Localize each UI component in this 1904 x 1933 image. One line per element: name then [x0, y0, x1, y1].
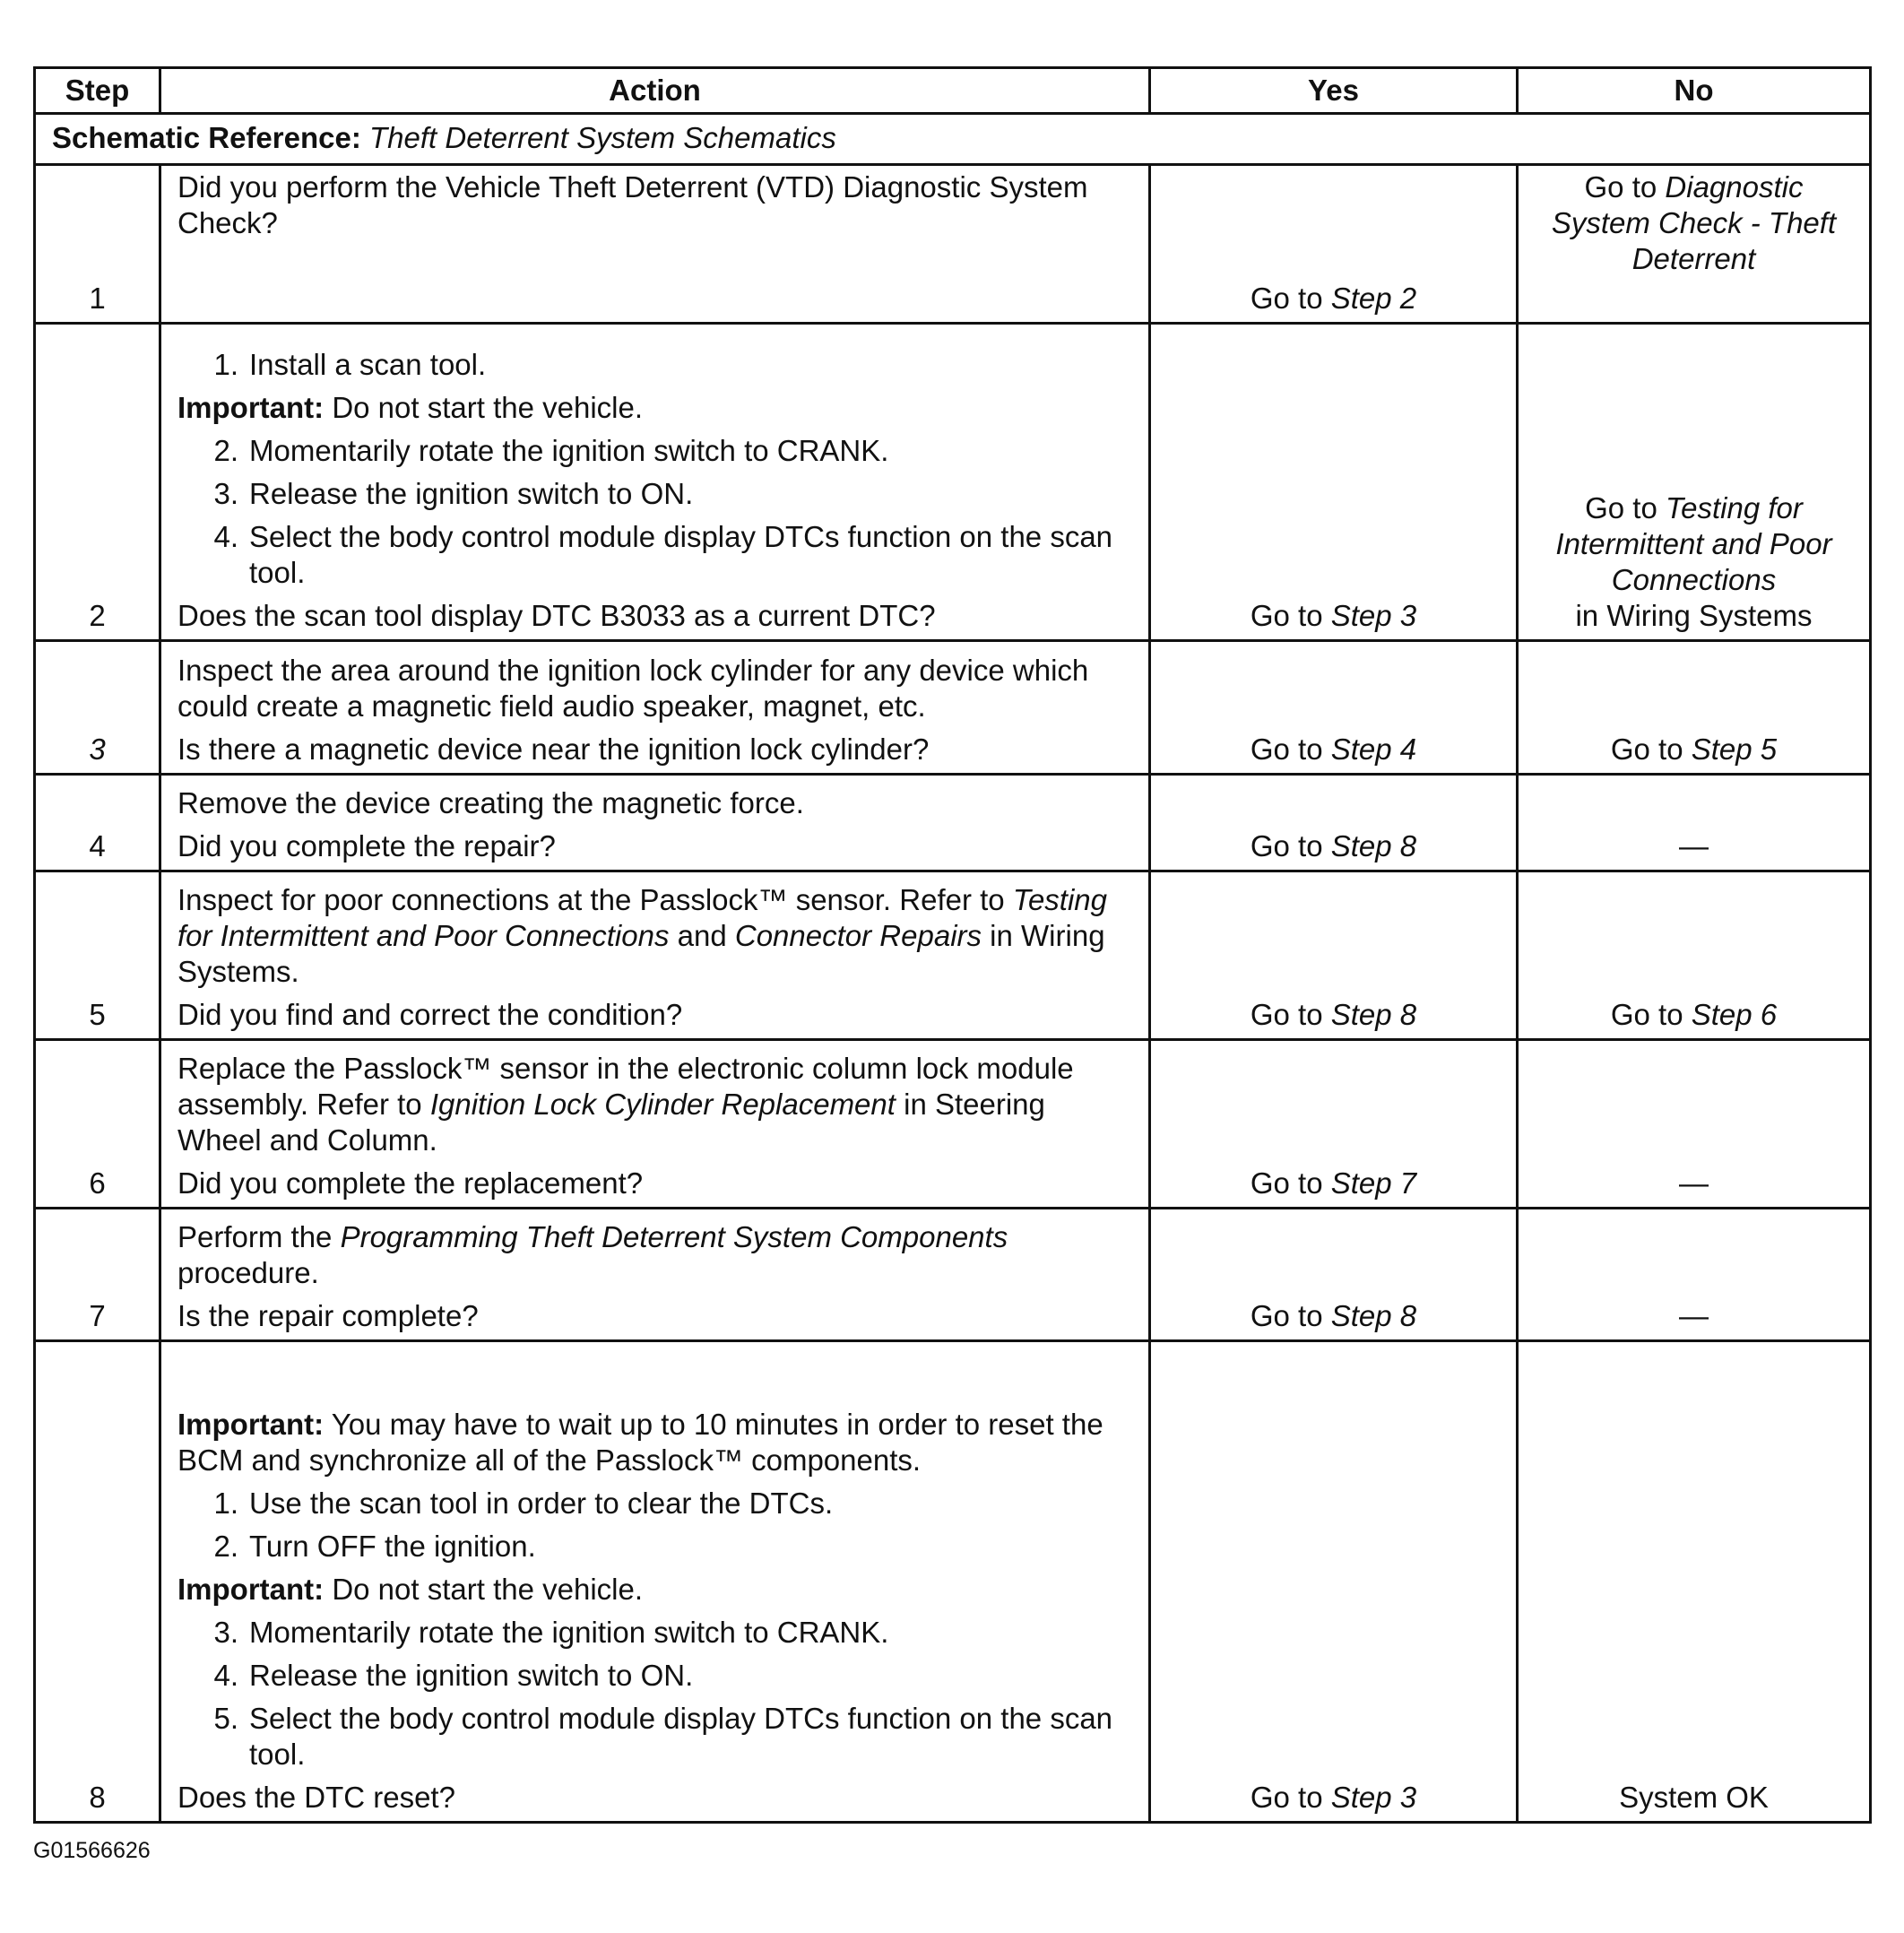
- yes-cell: Go to Step 8: [1150, 775, 1518, 871]
- action-cell: Replace the Passlock™ sensor in the electronic column lock module assembly. Refer to Ignition Lock Cylinder Replacement in Steering Wheel and Column. Did you complete the replacement?: [160, 1040, 1150, 1209]
- table-row: [35, 165, 1871, 324]
- list-item: 4. Release the ignition switch to ON.: [213, 1659, 694, 1692]
- yes-cell: Go to Step 4: [1150, 641, 1518, 775]
- list-item: 3. Momentarily rotate the ignition switch to CRANK.: [213, 1616, 889, 1649]
- question-text: Did you find and correct the condition?: [177, 998, 683, 1031]
- no-link[interactable]: Step 5: [1691, 732, 1778, 766]
- yes-link[interactable]: Step 4: [1330, 732, 1417, 766]
- yes-cell: Go to Step 8: [1150, 871, 1518, 1040]
- no-cell: —: [1518, 1040, 1871, 1209]
- list-item: 2. Momentarily rotate the ignition switch to CRANK.: [213, 434, 889, 467]
- step-number: 4: [35, 775, 160, 871]
- action-link[interactable]: Connector Repairs: [734, 919, 982, 952]
- action-cell: [160, 324, 1150, 641]
- yes-link[interactable]: Step 3: [1330, 1781, 1417, 1814]
- table-row: [35, 871, 1871, 1040]
- schematic-link[interactable]: Theft Deterrent System Schematics: [369, 121, 836, 154]
- yes-link[interactable]: Step 2: [1330, 282, 1417, 315]
- action-cell: Inspect the area around the ignition lock cylinder for any device which could create a magnetic field audio speaker, magnet, etc. Is there a magnetic device near the ignition lock cylinder?: [160, 641, 1150, 775]
- step-number: 1: [35, 165, 160, 324]
- no-suffix: in Wiring Systems: [1575, 599, 1813, 632]
- yes-cell: Go to Step 3: [1150, 1341, 1518, 1823]
- yes-link[interactable]: Step 7: [1330, 1166, 1417, 1200]
- table-row: [35, 641, 1871, 775]
- important-note: Important: You may have to wait up to 10 minutes in order to reset the BCM and synchronize all of the Passlock™ components.: [177, 1408, 1103, 1477]
- table-row: [35, 775, 1871, 871]
- yes-link[interactable]: Step 8: [1330, 829, 1417, 862]
- header-step: Step: [35, 68, 160, 114]
- action-link[interactable]: Programming Theft Deterrent System Components: [340, 1220, 1008, 1253]
- question-text: Is the repair complete?: [177, 1299, 479, 1332]
- figure-id: G01566626: [33, 1838, 151, 1863]
- schematic-row: [35, 114, 1871, 165]
- action-text: Did you perform the Vehicle Theft Deterrent (VTD) Diagnostic System Check?: [177, 170, 1088, 239]
- header-action: Action: [160, 68, 1150, 114]
- no-link[interactable]: Diagnostic System Check - Theft Deterrent: [1551, 170, 1837, 275]
- yes-prefix: Go to: [1250, 282, 1331, 315]
- no-link[interactable]: Testing for Intermittent and Poor Connections: [1555, 491, 1832, 596]
- table-row: [35, 324, 1871, 641]
- step-number: 5: [35, 871, 160, 1040]
- action-cell: Remove the device creating the magnetic force. Did you complete the repair?: [160, 775, 1150, 871]
- question-text: Does the DTC reset?: [177, 1781, 455, 1814]
- action-cell: Perform the Programming Theft Deterrent System Components procedure. Is the repair complete?: [160, 1209, 1150, 1341]
- question-text: Does the scan tool display DTC B3033 as a current DTC?: [177, 599, 936, 632]
- no-link[interactable]: Step 6: [1691, 998, 1778, 1031]
- yes-cell: Go to Step 7: [1150, 1040, 1518, 1209]
- table-row: [35, 1341, 1871, 1823]
- header-no: No: [1518, 68, 1871, 114]
- no-cell: —: [1518, 1209, 1871, 1341]
- yes-link[interactable]: Step 8: [1330, 998, 1417, 1031]
- yes-cell: Go to Step 8: [1150, 1209, 1518, 1341]
- question-text: Is there a magnetic device near the ignition lock cylinder?: [177, 732, 930, 766]
- step-number: 2: [35, 324, 160, 641]
- step-number: 3: [35, 641, 160, 775]
- no-cell: Go to Testing for Intermittent and Poor Connections in Wiring Systems: [1518, 324, 1871, 641]
- schematic-reference: [35, 114, 1871, 165]
- no-cell: System OK: [1518, 1341, 1871, 1823]
- action-cell: [160, 165, 1150, 324]
- yes-cell: [1150, 165, 1518, 324]
- question-text: Did you complete the replacement?: [177, 1166, 644, 1200]
- list-item: 3. Release the ignition switch to ON.: [213, 477, 694, 510]
- no-cell: Go to Step 6: [1518, 871, 1871, 1040]
- action-cell: Inspect for poor connections at the Passlock™ sensor. Refer to Testing for Intermittent and Poor Connections and Connector Repairs in Wiring Systems. Did you find and correct the condition?: [160, 871, 1150, 1040]
- header-yes: Yes: [1150, 68, 1518, 114]
- step-number: 6: [35, 1040, 160, 1209]
- important-note: Important: Do not start the vehicle.: [177, 1573, 644, 1606]
- step-number: 7: [35, 1209, 160, 1341]
- step-number: 8: [35, 1341, 160, 1823]
- yes-link[interactable]: Step 8: [1330, 1299, 1417, 1332]
- action-cell: [160, 1341, 1150, 1823]
- yes-link[interactable]: Step 3: [1330, 599, 1417, 632]
- question-text: Did you complete the repair?: [177, 829, 556, 862]
- action-link[interactable]: Ignition Lock Cylinder Replacement: [429, 1088, 896, 1121]
- table-row: [35, 1209, 1871, 1341]
- important-note: Important: Do not start the vehicle.: [177, 391, 644, 424]
- no-cell: —: [1518, 775, 1871, 871]
- list-item: 2. Turn OFF the ignition.: [213, 1530, 536, 1563]
- action-link[interactable]: Testing for Intermittent and Poor Connections: [177, 883, 1108, 952]
- yes-cell: Go to Step 3: [1150, 324, 1518, 641]
- header-row: [35, 68, 1871, 114]
- list-item: 5. Select the body control module display DTCs function on the scan tool.: [213, 1702, 1113, 1771]
- no-cell: Go to Step 5: [1518, 641, 1871, 775]
- list-item: 1. Use the scan tool in order to clear the DTCs.: [213, 1487, 834, 1520]
- no-prefix: Go to: [1584, 170, 1666, 204]
- diagnostic-table: [33, 66, 1872, 1824]
- list-item: 1. Install a scan tool.: [213, 348, 487, 381]
- schematic-label: Schematic Reference:: [52, 121, 361, 154]
- table-row: [35, 1040, 1871, 1209]
- list-item: 4. Select the body control module display DTCs function on the scan tool.: [213, 520, 1113, 589]
- no-cell: [1518, 165, 1871, 324]
